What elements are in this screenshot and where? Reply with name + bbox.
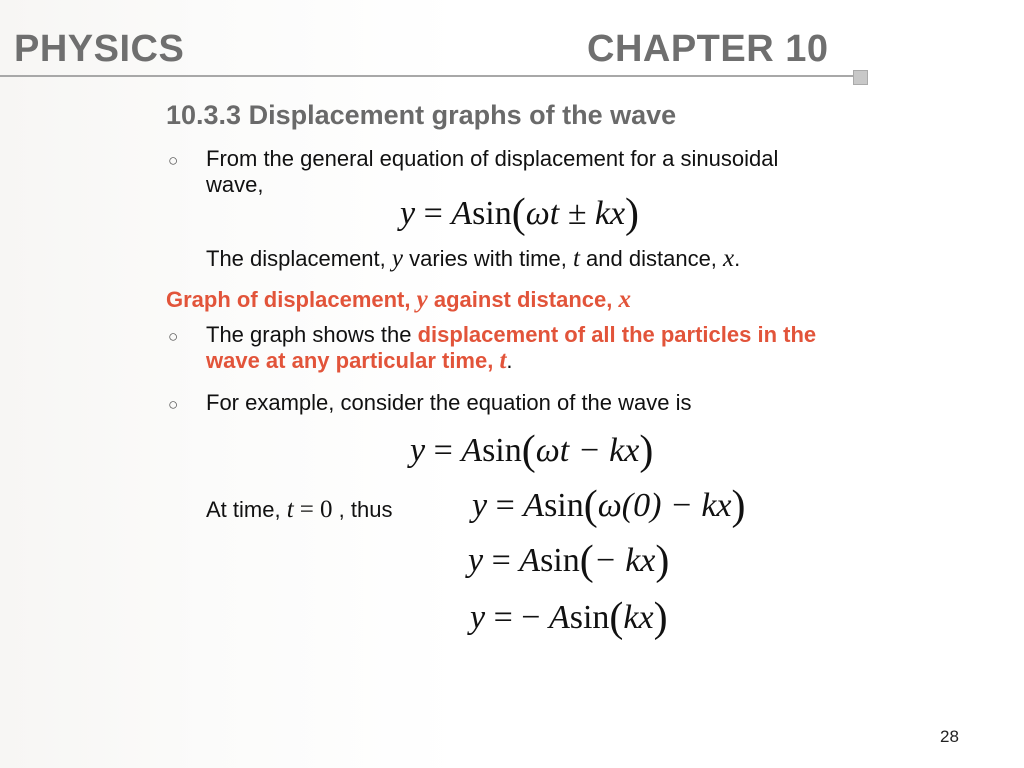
var-x: x [723,245,735,272]
text: varies with time, [409,246,567,271]
eq-amplitude: A [451,195,473,232]
paragraph-displacement [206,246,740,272]
var-t: t [572,245,580,272]
highlight-text: displacement of all the particles in the [417,322,817,347]
text: , thus [338,497,393,522]
paragraph-intro-line1: From the general equation of displacement for a sinusoidal [206,146,779,171]
header-physics: PHYSICS [14,28,185,70]
graph-heading [166,287,631,313]
var-t: t [499,347,507,374]
eq-sin: sin [544,487,584,524]
header-rule [0,75,858,77]
eq-equals: = − [493,599,541,636]
text: . [734,246,741,271]
eq-sin: sin [540,542,580,579]
paragraph-graph-shows [206,322,1006,374]
paragraph-intro-line2: wave, [206,172,264,197]
header-chapter: CHAPTER 10 [587,28,829,70]
eq-amplitude: A [519,542,541,579]
text: At time, [206,497,281,522]
eq-sin: sin [569,599,610,636]
graph-heading-text-2: against distance, [433,287,613,312]
eq-argument: ωt − kx [535,432,640,469]
eq-argument: ωt ± kx [525,195,626,232]
var-y: y [391,245,403,272]
highlight-text-2: wave at any particular time, [206,348,494,373]
text: The displacement, [206,246,386,271]
eq-amplitude: A [548,599,570,636]
eq-equals: = [423,195,443,232]
eq-equals: = [299,496,314,523]
graph-heading-text: Graph of displacement, [166,287,411,312]
bullet-icon: ○ [168,395,179,414]
var-t: t [286,496,294,523]
zero: 0 [320,496,333,523]
eq-lhs: y [472,487,488,524]
equation-final: y = − Asin(kx) [470,595,668,641]
section-title: 10.3.3 Displacement graphs of the wave [166,100,677,130]
eq-argument: ω(0) − kx [597,487,732,524]
eq-equals: = [433,432,453,469]
eq-lhs: y [468,542,484,579]
page-number: 28 [940,727,959,746]
equation-simplified: y = Asin(− kx) [468,538,670,584]
var-x: x [618,286,631,313]
equation-t-zero: y = Asin(ω(0) − kx) [472,483,746,529]
bullet-icon: ○ [168,327,179,346]
eq-lhs: y [470,599,486,636]
text: . [506,348,513,373]
bullet-icon: ○ [168,151,179,170]
header-rule-square [853,70,868,85]
paragraph-example: For example, consider the equation of the wave is [206,390,692,415]
eq-argument: − kx [593,542,656,579]
eq-amplitude: A [523,487,545,524]
eq-lhs: y [400,195,416,232]
eq-amplitude: A [461,432,483,469]
eq-lhs: y [410,432,426,469]
paragraph-at-time [206,497,392,523]
eq-sin: sin [482,432,522,469]
text: and distance, [586,246,717,271]
eq-equals: = [495,487,515,524]
text: The graph shows the [206,322,412,347]
equation-general: y = Asin(ωt ± kx) [400,191,640,237]
eq-argument: kx [623,599,654,636]
equation-example: y = Asin(ωt − kx) [410,428,654,474]
eq-equals: = [491,542,511,579]
var-y: y [416,286,428,313]
eq-sin: sin [472,195,512,232]
